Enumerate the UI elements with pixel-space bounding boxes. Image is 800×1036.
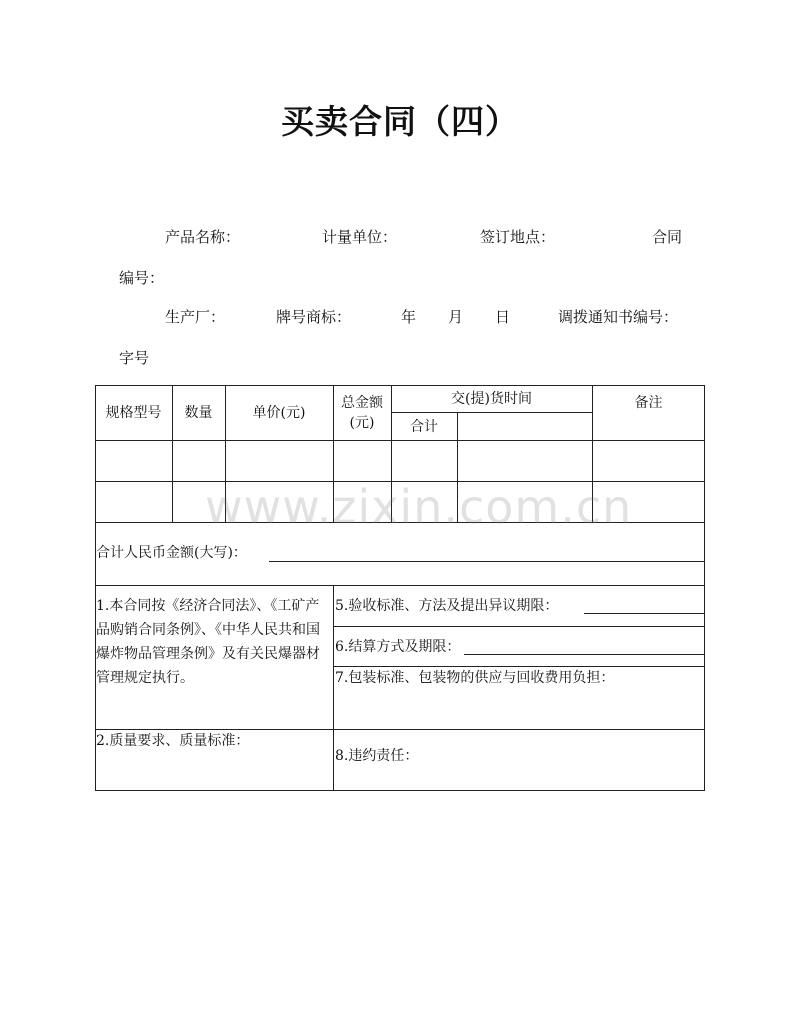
notice-number-label: 调拨通知书编号： (558, 308, 679, 326)
brand-label: 牌号商标： (276, 308, 352, 326)
clause-5: 5.验收标准、方法及提出异议期限： (335, 598, 559, 614)
col-header-delivery-time: 交(提)货时间 (451, 391, 532, 407)
clause-8: 8.违约责任： (335, 748, 419, 764)
col-header-remark: 备注 (634, 395, 663, 411)
watermark: www.zixin.com.cn (205, 480, 633, 534)
col-header-unit-price: 单价(元) (252, 405, 306, 421)
col-header-spec: 规格型号 (105, 405, 162, 421)
day-label: 日 (495, 308, 511, 326)
clause-7: 7.包装标准、包装物的供应与回收费用负担： (335, 670, 615, 686)
zi-hao-label: 字号 (119, 349, 150, 367)
total-rmb-underline (269, 561, 704, 562)
total-rmb-label: 合计人民币金额(大写)： (96, 545, 247, 561)
col-header-qty: 数量 (184, 405, 213, 421)
clause-6-underline (464, 654, 704, 655)
year-label: 年 (401, 308, 417, 326)
contract-number-label-part2: 编号： (119, 269, 165, 287)
signing-place-label: 签订地点： (480, 228, 556, 246)
contract-table (95, 385, 705, 791)
col-header-delivery-sum: 合计 (410, 419, 438, 435)
unit-label: 计量单位： (322, 228, 398, 246)
clause-5-underline (584, 613, 704, 614)
clause-2: 2.质量要求、质量标准： (96, 733, 250, 749)
clause-6: 6.结算方式及期限： (335, 639, 461, 655)
manufacturer-label: 生产厂： (165, 308, 226, 326)
product-name-label: 产品名称： (165, 228, 241, 246)
clause-1: 1.本合同按《经济合同法》、《工矿产品购销合同条例》、《中华人民共和国爆炸物品管理条例》及有关民爆器材管理规定执行。 (96, 598, 320, 686)
col-header-total-line2: (元) (349, 415, 375, 431)
col-header-total-line1: 总金额 (341, 395, 383, 411)
month-label: 月 (448, 308, 464, 326)
contract-number-label-part1: 合同 (652, 228, 683, 246)
document-title: 买卖合同（四） (281, 102, 519, 141)
